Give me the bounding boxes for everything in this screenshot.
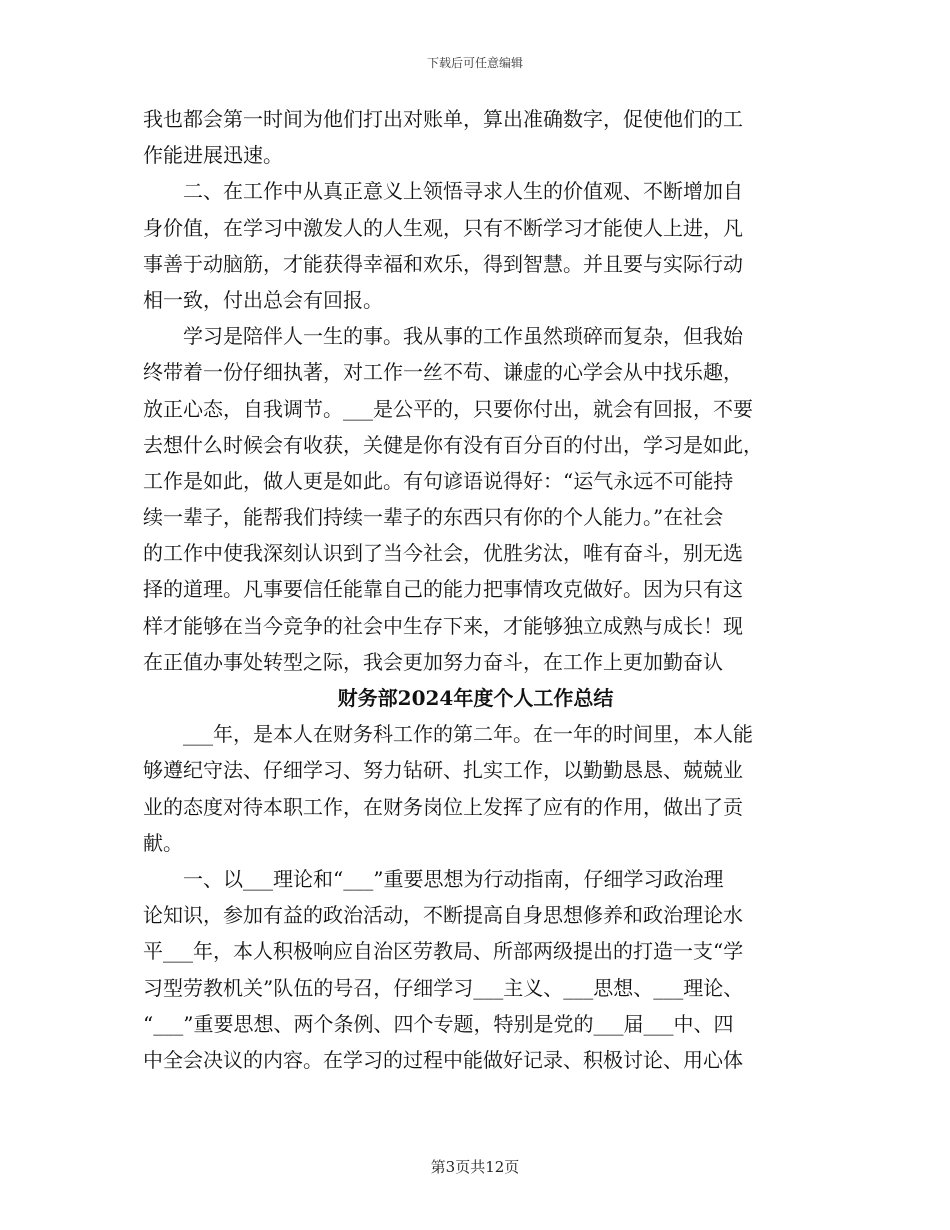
text-line: 相一致，付出总会有回报。 bbox=[143, 287, 383, 312]
text-line: 工作是如此，做人更是如此。有句谚语说得好：“运气永远不可能持 bbox=[143, 468, 734, 493]
text-line: 论知识，参加有益的政治活动，不断提高自身思想修养和政治理论水 bbox=[143, 903, 743, 928]
text-line: 平___年，本人积极响应自治区劳教局、所部两级提出的打造一支“学 bbox=[143, 939, 744, 964]
text-line: 择的道理。凡事要信任能靠自己的能力把事情攻克做好。因为只有这 bbox=[143, 577, 743, 602]
section-title: 财务部2024年度个人工作总结 bbox=[337, 686, 614, 710]
text-line: 习型劳教机关”队伍的号召，仔细学习___主义、___思想、___理论、 bbox=[143, 975, 744, 1000]
text-line: 中全会决议的内容。在学习的过程中能做好记录、积极讨论、用心体 bbox=[143, 1047, 743, 1072]
page-header: 下载后可任意编辑 bbox=[426, 56, 523, 70]
document-body bbox=[143, 101, 808, 1078]
text-line: 终带着一份仔细执著，对工作一丝不苟、谦虚的心学会从中找乐趣， bbox=[143, 360, 743, 385]
text-line: 二、在工作中从真正意义上领悟寻求人生的价值观、不断增加自 bbox=[183, 179, 743, 204]
text-line: 身价值，在学习中激发人的人生观，只有不断学习才能使人上进，凡 bbox=[143, 215, 743, 240]
text-line: 样才能够在当今竞争的社会中生存下来，才能够独立成熟与成长！现 bbox=[143, 613, 743, 638]
text-line: 去想什么时候会有收获，关健是你有没有百分百的付出，学习是如此， bbox=[143, 432, 763, 457]
text-line: 献。 bbox=[143, 830, 183, 855]
text-line: 业的态度对待本职工作，在财务岗位上发挥了应有的作用，做出了贡 bbox=[143, 794, 743, 819]
text-line: 我也都会第一时间为他们打出对账单，算出准确数字，促使他们的工 bbox=[143, 107, 743, 131]
text-line: 的工作中使我深刻认识到了当今社会，优胜劣汰，唯有奋斗，别无选 bbox=[143, 541, 743, 566]
page-footer: 第3页共12页 bbox=[430, 1158, 520, 1176]
text-line: 一、以___理论和“___”重要思想为行动指南，仔细学习政治理 bbox=[183, 866, 724, 891]
text-line: 放正心态，自我调节。___是公平的，只要你付出，就会有回报，不要 bbox=[143, 396, 753, 421]
text-line: 续一辈子，能帮我们持续一辈子的东西只有你的个人能力。”在社会 bbox=[143, 505, 724, 530]
text-line: ___年，是本人在财务科工作的第二年。在一年的时间里，本人能 bbox=[183, 722, 753, 747]
text-line: “___”重要思想、两个条例、四个专题，特别是党的___届___中、四 bbox=[143, 1011, 734, 1036]
text-line: 作能进展迅速。 bbox=[143, 143, 283, 168]
text-line: 事善于动脑筋，才能获得幸福和欢乐，得到智慧。并且要与实际行动 bbox=[143, 251, 743, 276]
text-line: 够遵纪守法、仔细学习、努力钻研、扎实工作，以勤勤恳恳、兢兢业 bbox=[143, 758, 743, 783]
text-line: 学习是陪伴人一生的事。我从事的工作虽然琐碎而复杂，但我始 bbox=[183, 324, 743, 349]
text-line: 在正值办事处转型之际，我会更加努力奋斗，在工作上更加勤奋认 bbox=[143, 649, 723, 674]
